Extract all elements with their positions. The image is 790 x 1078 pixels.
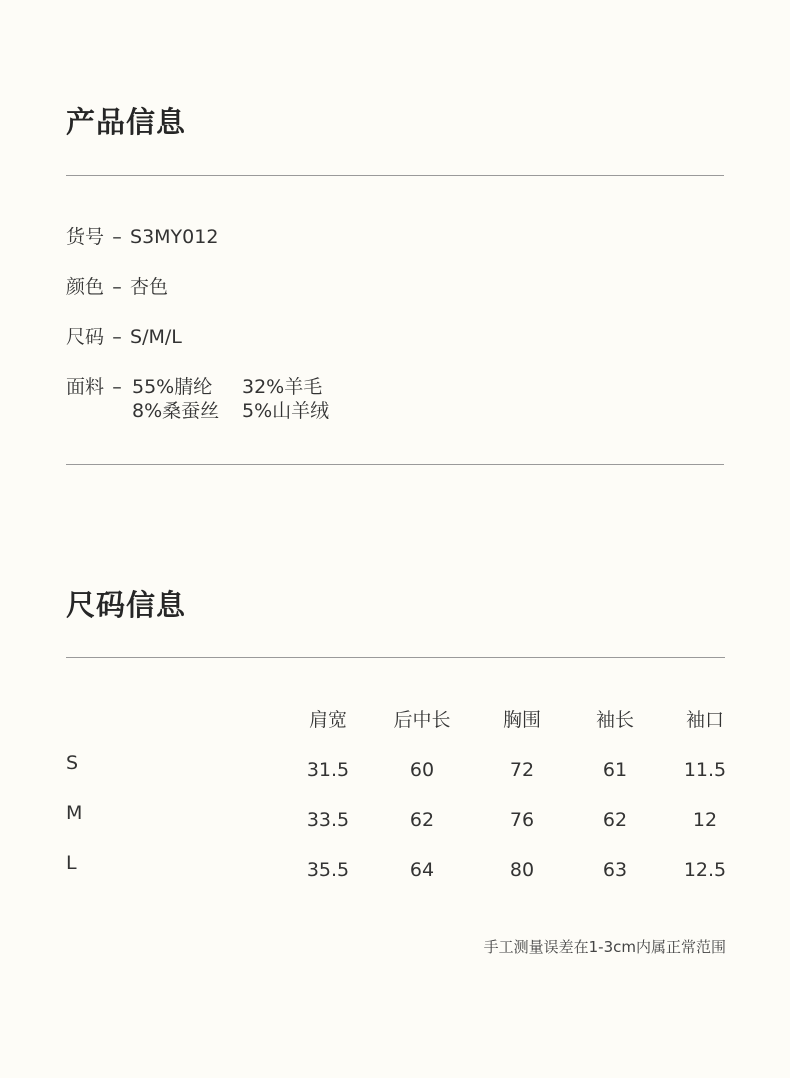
- measurement-note: 手工测量误差在1-3cm内属正常范围: [483, 938, 726, 956]
- column-header-chest: 胸围: [502, 709, 541, 731]
- table-cell: 62: [602, 809, 628, 831]
- column-header-cuff: 袖口: [685, 709, 724, 731]
- item-number-value: S3MY012: [130, 226, 219, 248]
- table-cell: 11.5: [683, 759, 727, 781]
- separator: –: [112, 326, 122, 348]
- separator: –: [112, 226, 122, 248]
- table-cell: 60: [409, 759, 435, 781]
- column-header-sleeve-length: 袖长: [595, 709, 634, 731]
- table-cell: 76: [509, 809, 535, 831]
- item-number-row: [66, 225, 218, 249]
- table-cell: 62: [409, 809, 435, 831]
- size-label: 尺码: [66, 326, 105, 348]
- table-cell: 12: [692, 809, 718, 831]
- table-cell: 61: [602, 759, 628, 781]
- fabric-component: 5%山羊绒: [242, 400, 330, 422]
- size-info-title: 尺码信息: [66, 588, 187, 622]
- fabric-component: 55%腈纶: [132, 376, 213, 398]
- size-row-label-m: M: [66, 802, 83, 824]
- product-info-divider-top: [66, 175, 724, 176]
- size-row-label-s: S: [66, 752, 79, 774]
- table-cell: 35.5: [306, 859, 350, 881]
- product-info-title: 产品信息: [66, 105, 187, 139]
- size-value: S/M/L: [130, 326, 182, 348]
- column-header-shoulder: 肩宽: [308, 709, 347, 731]
- color-row: [66, 275, 168, 299]
- table-cell: 12.5: [683, 859, 727, 881]
- product-info-divider-bottom: [66, 464, 724, 465]
- fabric-label: 面料: [66, 376, 105, 398]
- table-cell: 64: [409, 859, 435, 881]
- separator: –: [112, 376, 122, 398]
- size-row-label-l: L: [66, 852, 77, 874]
- separator: –: [112, 276, 122, 298]
- fabric-component: 8%桑蚕丝: [132, 400, 220, 422]
- table-cell: 33.5: [306, 809, 350, 831]
- fabric-component: 32%羊毛: [242, 376, 323, 398]
- fabric-row: [66, 375, 130, 399]
- table-cell: 72: [509, 759, 535, 781]
- color-value: 杏色: [130, 276, 169, 298]
- size-row: [66, 325, 182, 349]
- table-cell: 31.5: [306, 759, 350, 781]
- column-header-back-length: 后中长: [393, 709, 451, 731]
- color-label: 颜色: [66, 276, 105, 298]
- size-info-divider: [66, 657, 725, 658]
- table-cell: 63: [602, 859, 628, 881]
- table-cell: 80: [509, 859, 535, 881]
- item-number-label: 货号: [66, 226, 105, 248]
